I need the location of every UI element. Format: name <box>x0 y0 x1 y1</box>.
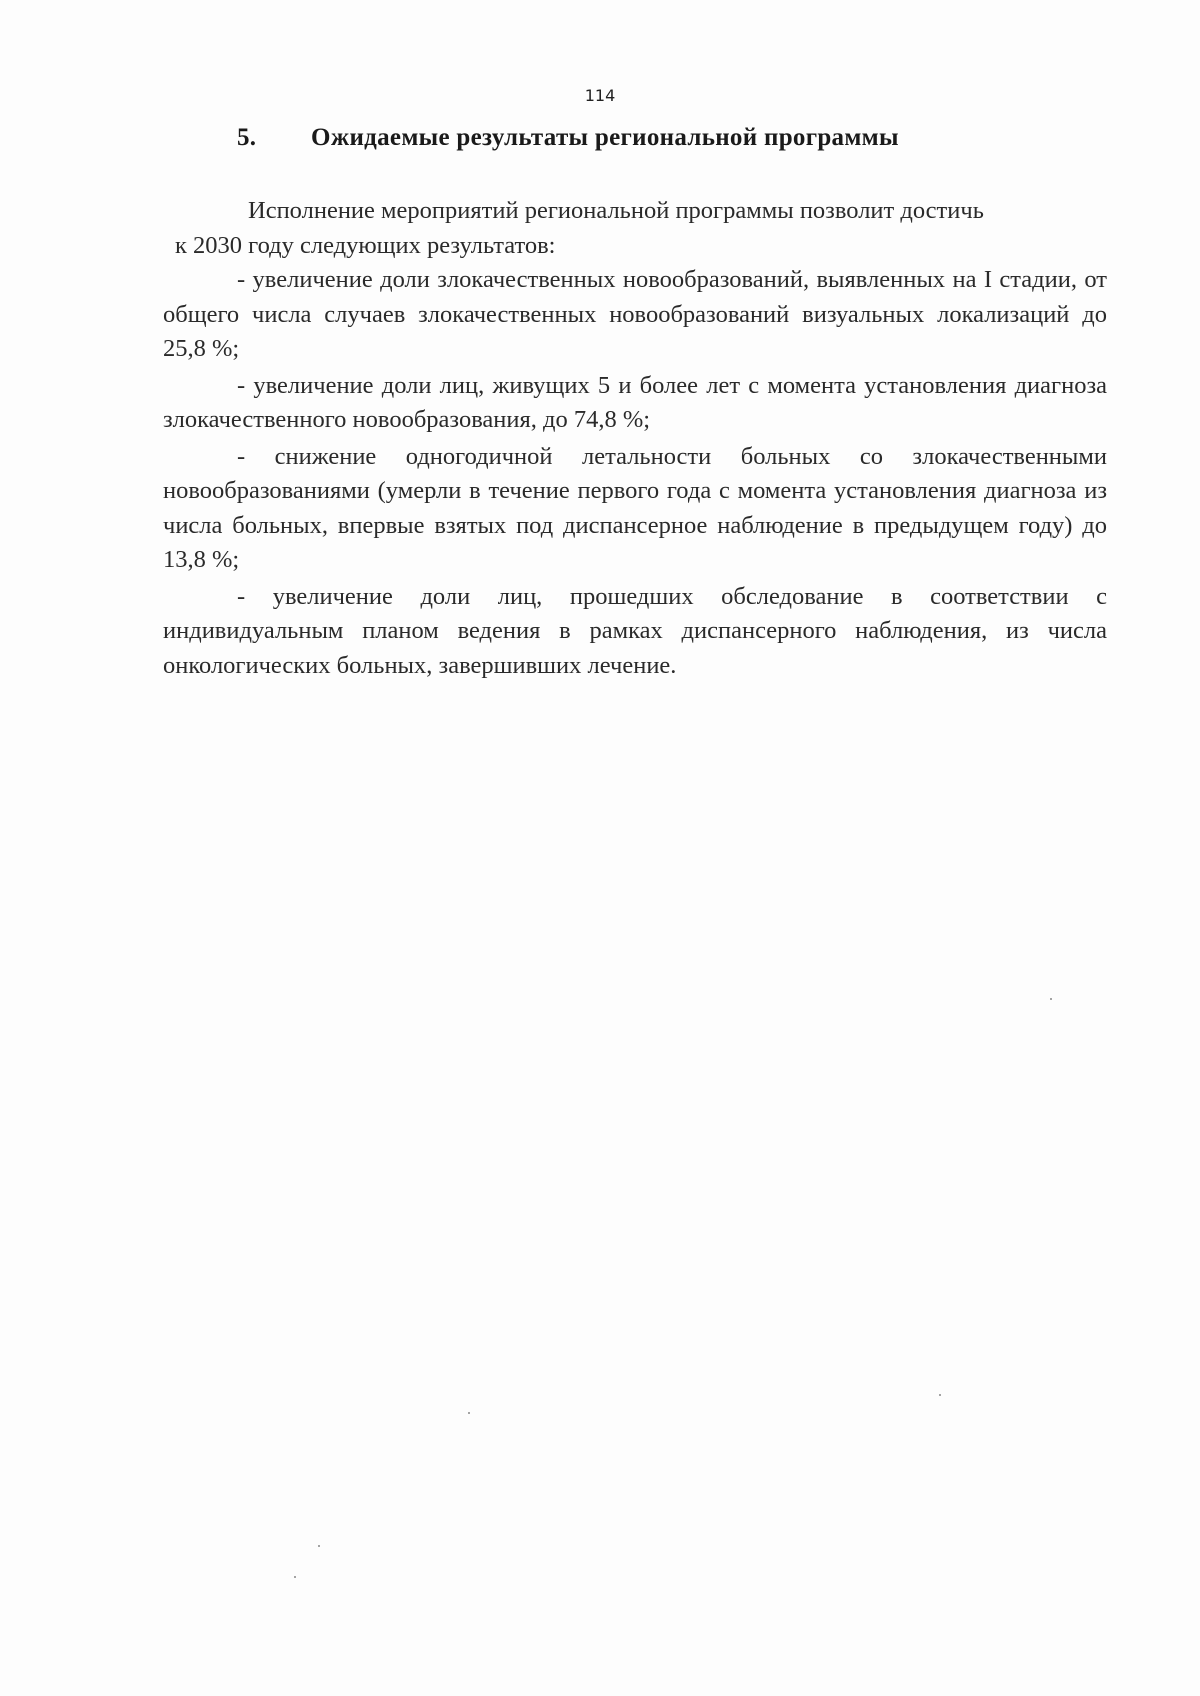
section-heading <box>237 124 899 152</box>
scan-speck <box>294 1576 296 1578</box>
section-title: Ожидаемые результаты региональной программы <box>311 124 899 151</box>
section-body <box>163 194 1107 683</box>
scan-speck <box>318 1545 320 1547</box>
result-item: - снижение одногодичной летальности больных со злокачественными новообразованиями (умерли в течение первого года с момента установления диагноза из числа больных, впервые взятых под диспансерное наблюдение в предыдущем году) до 13,8 %; <box>163 442 1107 573</box>
page-number: 114 <box>584 86 616 105</box>
scan-speck <box>468 1412 470 1414</box>
result-item: - увеличение доли лиц, живущих 5 и более лет с момента установления диагноза злокачественного новообразования, до 74,8 %; <box>163 371 1107 433</box>
section-number: 5. <box>237 124 257 151</box>
scan-speck <box>1050 998 1052 1000</box>
result-item: - увеличение доли лиц, прошедших обследование в соответствии с индивидуальным планом ведения в рамках диспансерного наблюдения, из числа онкологических больных, завершивших лечение. <box>163 582 1107 679</box>
intro-paragraph-line-1: Исполнение мероприятий региональной программы позволит достичь <box>248 197 984 224</box>
result-item: - увеличение доли злокачественных новообразований, выявленных на I стадии, от общего числа случаев злокачественных новообразований визуальных локализаций до 25,8 %; <box>163 266 1107 362</box>
intro-paragraph-line-2: к 2030 году следующих результатов: <box>175 231 556 259</box>
scan-speck <box>939 1394 941 1396</box>
